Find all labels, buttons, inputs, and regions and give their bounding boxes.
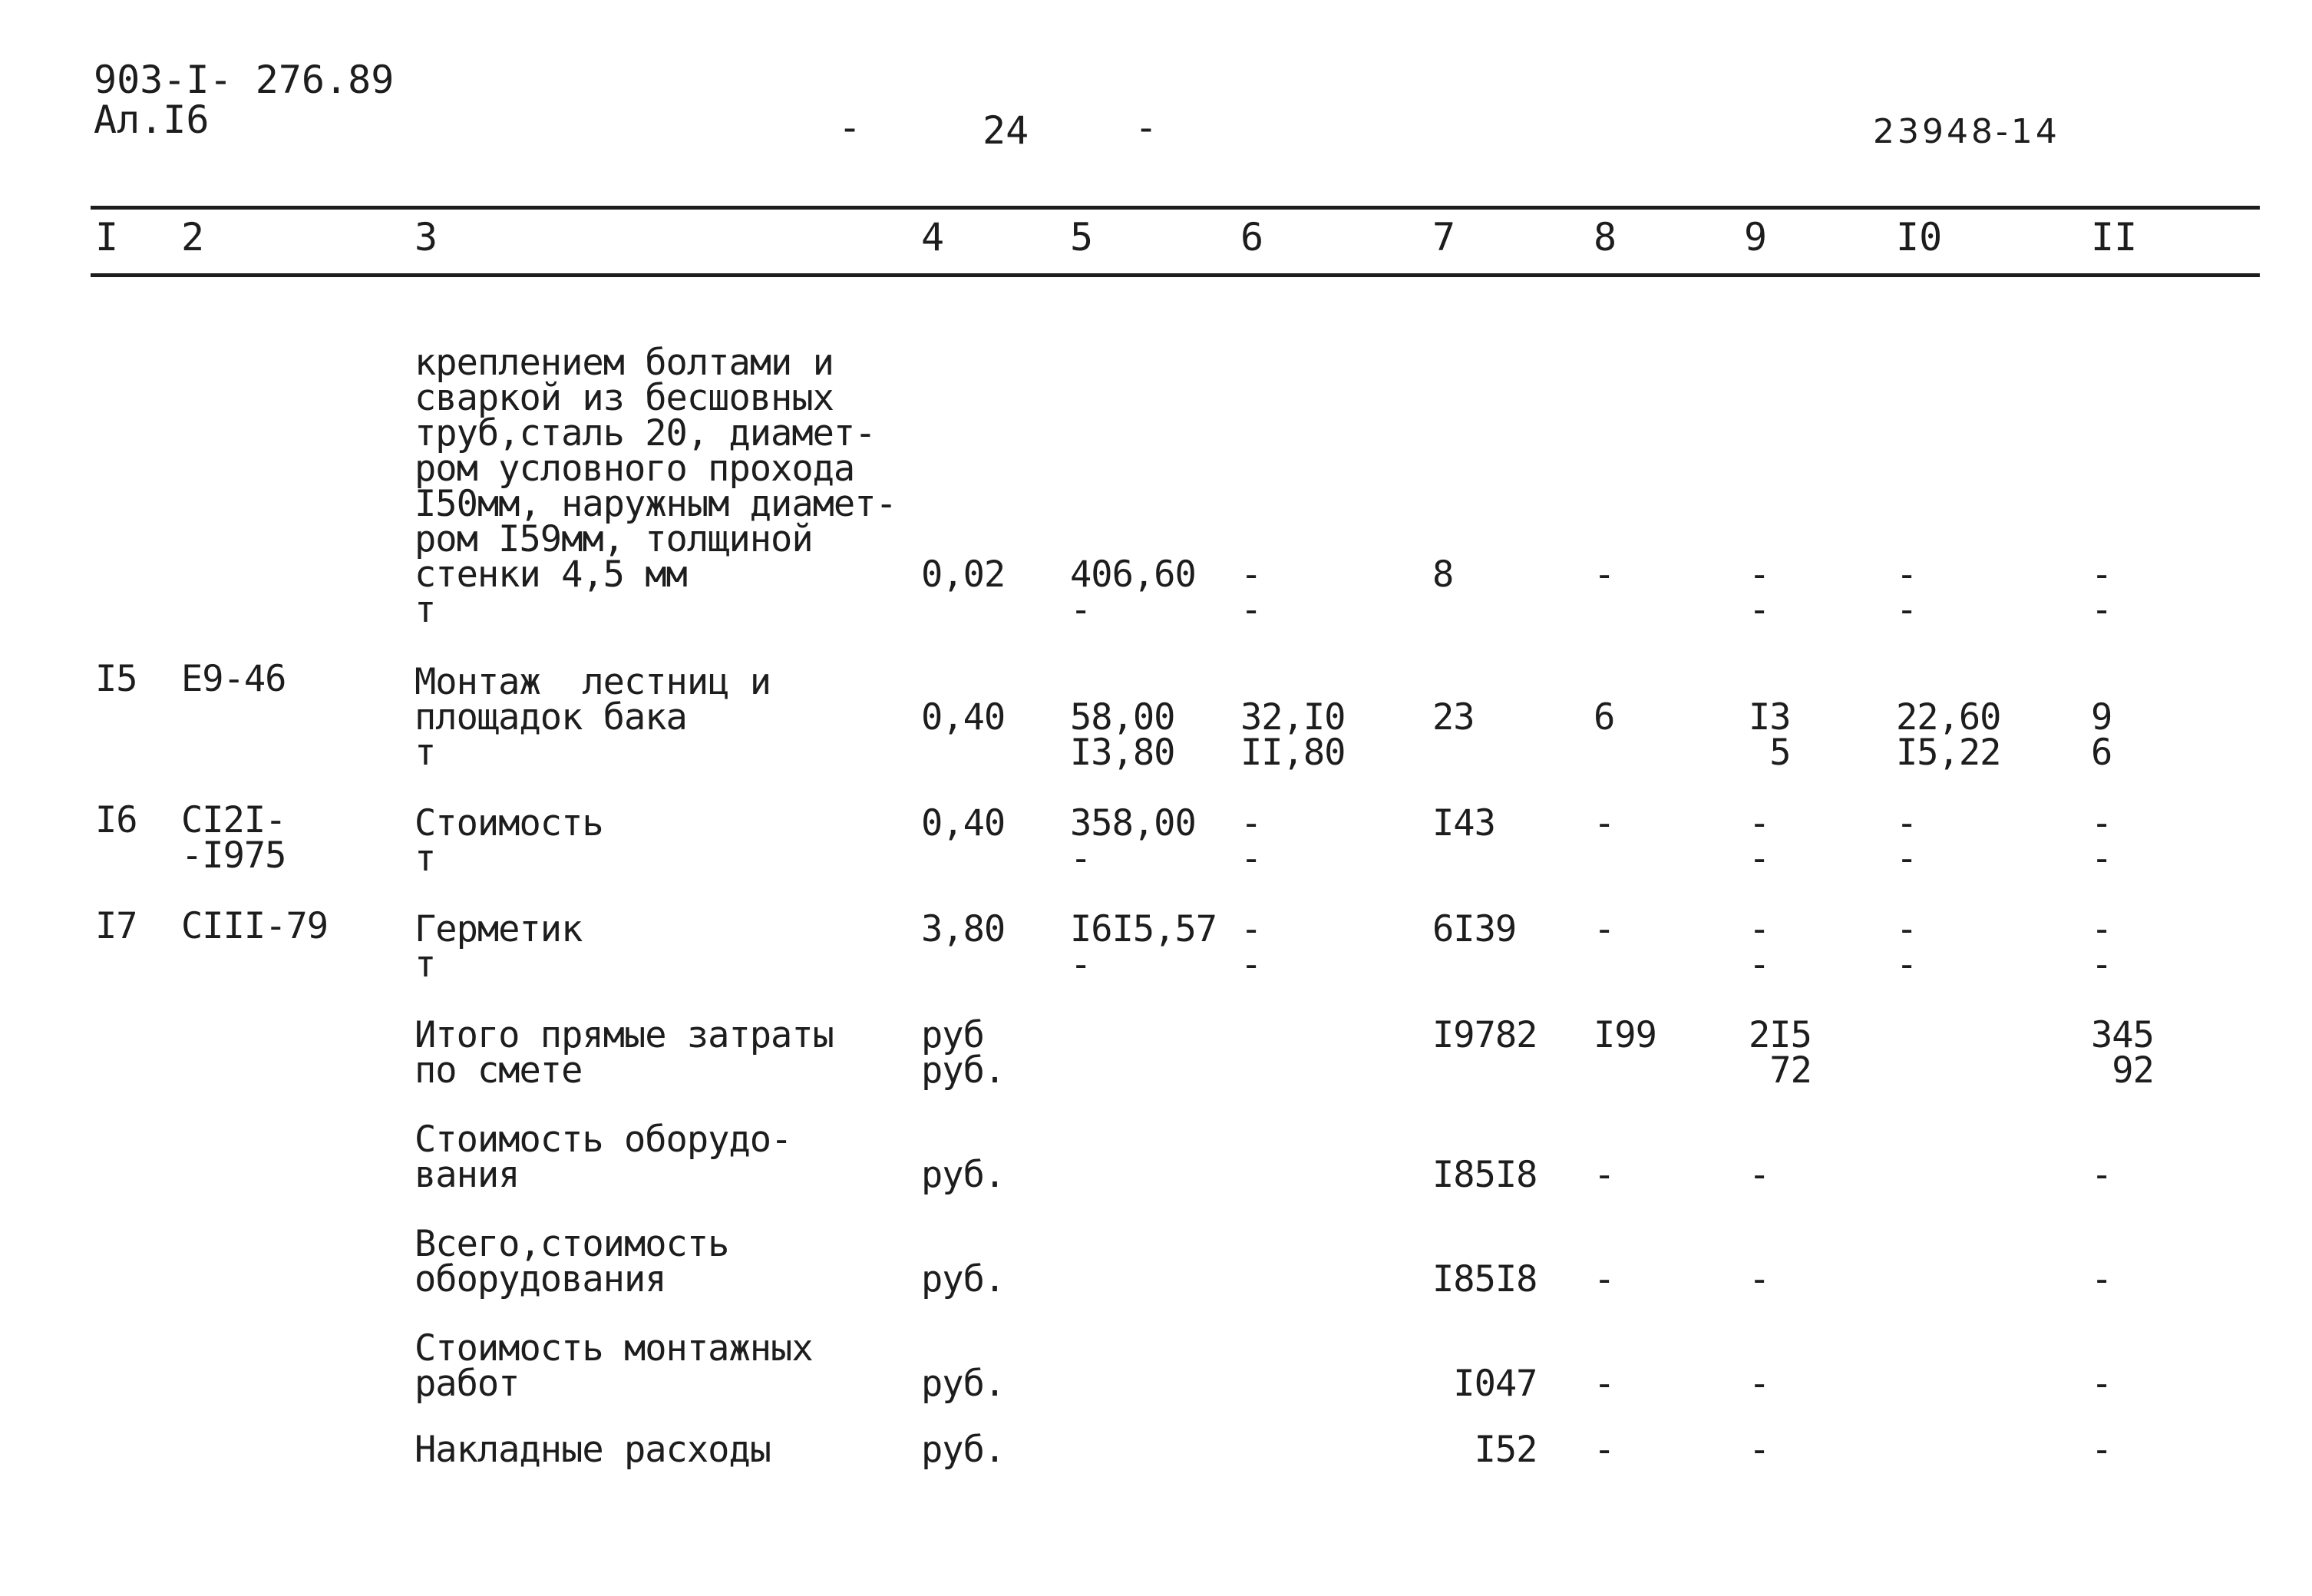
row-col11: 9 6: [2091, 696, 2112, 774]
row-col8: -: [1594, 553, 1615, 596]
row-col11: - -: [2091, 908, 2112, 986]
row-col9: I3 5: [1749, 696, 1791, 774]
row-col11: -: [2091, 1258, 2112, 1300]
row-code: E9-46: [181, 658, 286, 700]
column-number: 3: [415, 215, 438, 259]
column-number: I: [95, 215, 119, 259]
row-number: I5: [95, 658, 137, 700]
row-total-cost: 6I39: [1432, 908, 1517, 950]
row-col8: I99: [1594, 1014, 1656, 1056]
row-col11: 345 92: [2091, 1014, 2154, 1092]
page-dash-left: -: [838, 105, 862, 150]
row-col11: - -: [2091, 553, 2112, 631]
row-description: Стоимость монтажных работ: [415, 1327, 813, 1405]
row-unit-cost: 58,00 I3,80: [1070, 696, 1175, 774]
archive-number: 23948-14: [1873, 112, 2060, 151]
row-col9: -: [1749, 1429, 1770, 1471]
column-number: 7: [1432, 215, 1456, 259]
row-description: креплением болтами и сваркой из бесшовных труб,сталь 20, диамет- ром условного прохода I50мм, наружным диамет- ром I59мм, толщиной стенки 4,5 мм т: [415, 342, 897, 631]
row-unit: руб.: [921, 1258, 1006, 1300]
row-description: Накладные расходы: [415, 1429, 771, 1471]
row-col8: -: [1594, 1363, 1615, 1405]
row-unit: руб.: [921, 1154, 1006, 1196]
row-total-cost: I43: [1432, 802, 1495, 844]
row-total-cost: 8: [1432, 553, 1454, 596]
row-code: CI2I- -I975: [181, 799, 286, 877]
row-quantity: 3,80: [921, 908, 1006, 950]
row-col10: - -: [1896, 553, 1917, 631]
table-header-bottom-rule: [91, 273, 2260, 277]
row-col11: -: [2091, 1154, 2112, 1196]
row-code: CIII-79: [181, 905, 329, 947]
column-number: 9: [1744, 215, 1768, 259]
row-col10: - -: [1896, 802, 1917, 880]
row-col6: - -: [1240, 553, 1262, 631]
row-unit-cost: 358,00 -: [1070, 802, 1196, 880]
column-number: II: [2091, 215, 2138, 259]
row-col9: - -: [1749, 802, 1770, 880]
row-description: Стоимость т: [415, 802, 603, 880]
row-col10: - -: [1896, 908, 1917, 986]
row-description: Стоимость оборудо- вания: [415, 1119, 792, 1196]
table-top-rule: [91, 206, 2260, 210]
row-col8: -: [1594, 1429, 1615, 1471]
column-number: 6: [1240, 215, 1264, 259]
row-col9: -: [1749, 1363, 1770, 1405]
row-description: Герметик т: [415, 908, 583, 986]
row-number: I6: [95, 799, 137, 841]
column-number: 8: [1594, 215, 1617, 259]
row-col8: -: [1594, 1258, 1615, 1300]
row-number: I7: [95, 905, 137, 947]
row-total-cost: 23: [1432, 696, 1475, 739]
row-col6: 32,I0 II,80: [1240, 696, 1346, 774]
page-dash-right: -: [1135, 105, 1158, 150]
row-col11: -: [2091, 1429, 2112, 1471]
document-code-line1: 903-I- 276.89: [94, 58, 395, 102]
row-col8: 6: [1594, 696, 1615, 739]
row-col9: 2I5 72: [1749, 1014, 1812, 1092]
row-col11: - -: [2091, 802, 2112, 880]
row-col8: -: [1594, 1154, 1615, 1196]
column-number: I0: [1896, 215, 1943, 259]
row-unit-cost: I6I5,57 -: [1070, 908, 1217, 986]
row-col6: - -: [1240, 908, 1262, 986]
row-col8: -: [1594, 802, 1615, 844]
column-number: 2: [181, 215, 205, 259]
row-unit: руб руб.: [921, 1014, 1006, 1092]
row-total-cost: I047: [1432, 1363, 1537, 1405]
row-quantity: 0,40: [921, 802, 1006, 844]
row-unit-cost: 406,60 -: [1070, 553, 1196, 631]
document-code-line2: Ал.I6: [94, 97, 210, 142]
row-total-cost: I9782: [1432, 1014, 1537, 1056]
row-total-cost: I52: [1432, 1429, 1537, 1471]
row-quantity: 0,02: [921, 553, 1006, 596]
document-code: [94, 60, 394, 140]
row-col10: 22,60 I5,22: [1896, 696, 2001, 774]
column-number: 4: [921, 215, 945, 259]
row-col11: -: [2091, 1363, 2112, 1405]
row-col6: - -: [1240, 802, 1262, 880]
row-total-cost: I85I8: [1432, 1154, 1537, 1196]
row-quantity: 0,40: [921, 696, 1006, 739]
row-description: Итого прямые затраты по смете: [415, 1014, 834, 1092]
column-number: 5: [1070, 215, 1094, 259]
page-number: 24: [983, 108, 1029, 153]
row-col9: - -: [1749, 908, 1770, 986]
row-col9: - -: [1749, 553, 1770, 631]
row-col9: -: [1749, 1258, 1770, 1300]
row-unit: руб.: [921, 1363, 1006, 1405]
row-description: Монтаж лестниц и площадок бака т: [415, 661, 771, 774]
row-unit: руб.: [921, 1429, 1006, 1471]
row-description: Всего,стоимость оборудования: [415, 1223, 729, 1300]
row-col9: -: [1749, 1154, 1770, 1196]
row-col8: -: [1594, 908, 1615, 950]
row-total-cost: I85I8: [1432, 1258, 1537, 1300]
